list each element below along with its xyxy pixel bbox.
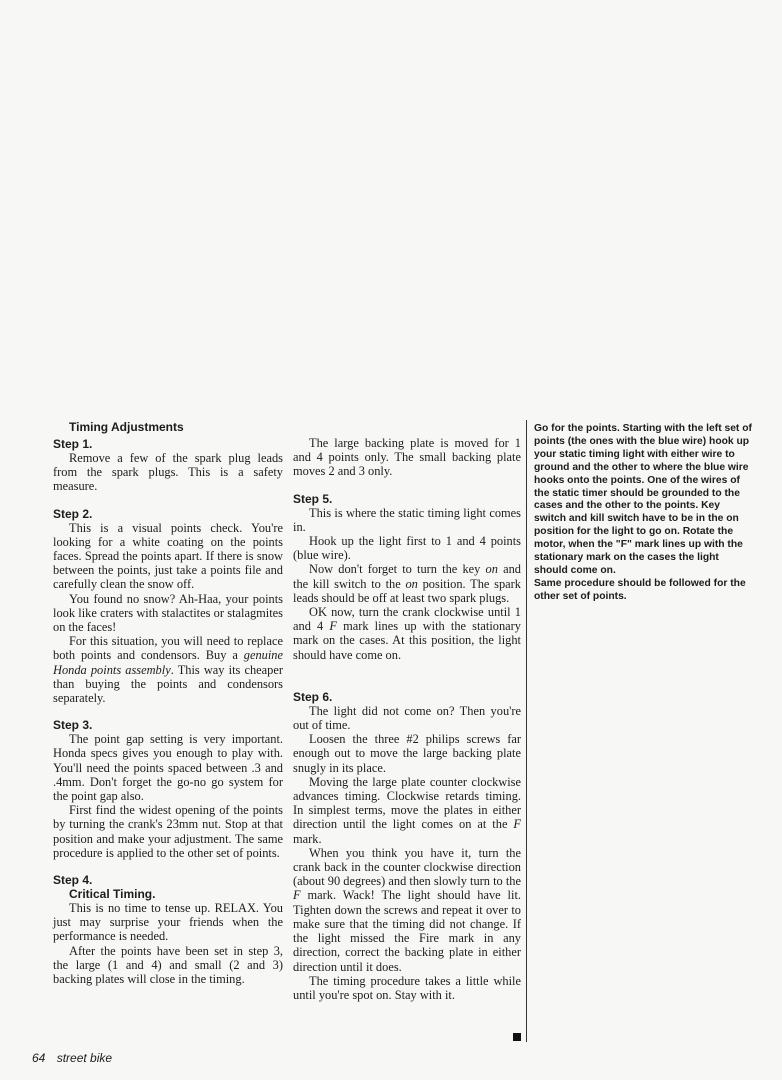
- end-mark-icon: [513, 1033, 521, 1041]
- step-4-heading: Step 4.: [53, 873, 93, 888]
- step-2-heading: Step 2.: [53, 506, 93, 521]
- backing-plate-note: The large backing plate is moved for 1 and 4 points only. The small backing plate moves 2 and 3 only.: [293, 436, 521, 479]
- step-6-paragraph-5: The timing procedure takes a little while until you're spot on. Stay with it.: [293, 973, 521, 1002]
- column-1: [53, 420, 283, 986]
- step-2-paragraph-3: For this situation, you will need to replace both points and condensors. Buy a genuine Honda points assembly. This way its cheaper than buying the points and condensors separately.: [53, 634, 283, 706]
- step-3-paragraph-2: First find the widest opening of the points by turning the crank's 23mm nut. Stop at that position and make your adjustment. The same procedure is applied to the other set of points.: [53, 803, 283, 860]
- sidebar-paragraph-1: Go for the points. Starting with the left set of points (the ones with the blue wire) hook up your static timing light with either wire to ground and the other to where the blue wire hooks onto the points. One of the wires of the static timer should be grounded to the cases and the other to the points. Key switch and kill switch have to be in the on position for the light to go on. Rotate the motor, when the "F" mark lines up with the stationary mark on the cases the light should come on.: [534, 423, 752, 576]
- sidebar-paragraph-2: Same procedure should be followed for the other set of points.: [534, 577, 746, 602]
- step-6-paragraph-1: The light did not come on? Then you're out of time.: [293, 703, 521, 733]
- step-6-paragraph-4: When you think you have it, turn the crank back in the counter clockwise direction (about 90 degrees) and then slowly turn to the F mark. Wack! The light should have lit. Tighten down the screws and repeat it over to make sure that the timing did not change. If the light missed the Fire mark in any direction, correct the backing plate in either direction until it does.: [293, 845, 521, 974]
- step-6-paragraph-2: Loosen the three #2 philips screws far enough out to move the large backing plate snugly in its place.: [293, 732, 521, 775]
- step-6-heading: Step 6.: [293, 689, 333, 704]
- step-5-paragraph-4: OK now, turn the crank clockwise until 1 and 4 F mark lines up with the stationary mark on the cases. At this position, the light should have come on.: [293, 605, 522, 662]
- column-divider: [526, 420, 527, 1042]
- magazine-name: street bike: [56, 1051, 113, 1065]
- step-5-paragraph-2: Hook up the light first to 1 and 4 points (blue wire).: [293, 534, 521, 563]
- step-1-heading: Step 1.: [53, 437, 93, 451]
- column-2: [293, 436, 521, 1002]
- page-footer: [32, 1051, 120, 1065]
- step-4-paragraph-1: This is no time to tense up. RELAX. You just may surprise your friends when the performance is needed.: [53, 901, 283, 944]
- step-5-paragraph-1: This is where the static timing light comes in.: [293, 505, 521, 534]
- step-2-paragraph-1: This is a visual points check. You're looking for a white coating on the points faces. Spread the points apart. If there is snow between the points, just take a points file and carefully clean the snow off.: [53, 520, 283, 592]
- article-title: Timing Adjustments: [69, 420, 184, 434]
- step-3-heading: Step 3.: [53, 718, 93, 733]
- step-5-paragraph-3: Now don't forget to turn the key on and the kill switch to the on position. The spark leads should be off at least two spark plugs.: [293, 562, 521, 605]
- page-number: 64: [32, 1051, 46, 1065]
- sidebar-column: [534, 423, 752, 604]
- step-6-paragraph-3: Moving the large plate counter clockwise advances timing. Clockwise retards timing. In simplest terms, move the plates in either direction until the light comes on at the F mark.: [293, 774, 521, 846]
- step-5-heading: Step 5.: [293, 491, 333, 506]
- step-4-paragraph-2: After the points have been set in step 3, the large (1 and 4) and small (2 and 3) backing plates will close in the timing.: [53, 943, 283, 987]
- step-1-text: Remove a few of the spark plug leads from the spark plugs. This is a safety measure.: [53, 451, 283, 494]
- step-4-subheading: Critical Timing.: [69, 887, 156, 902]
- step-2-paragraph-2: You found no snow? Ah-Haa, your points look like craters with stalactites or stalagmites on the faces!: [53, 591, 283, 635]
- step-3-paragraph-1: The point gap setting is very important. Honda specs gives you enough to play with. You'll need the points spaced between .3 and .4mm. Don't forget the go-no go system for the point gap also.: [53, 732, 283, 804]
